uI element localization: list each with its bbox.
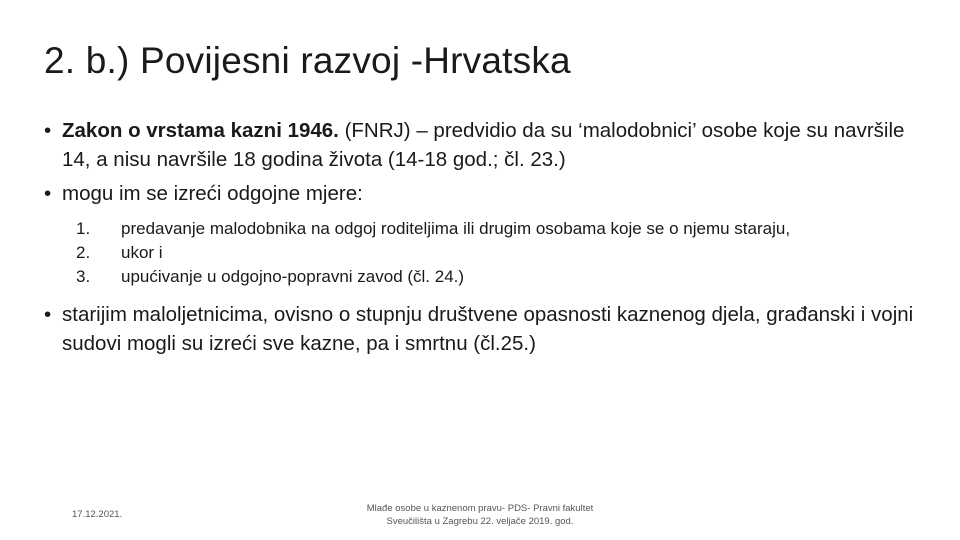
footer-line: Mlađe osobe u kaznenom pravu- PDS- Pravni fakultet bbox=[366, 503, 594, 514]
item-text: ukor i bbox=[121, 243, 163, 262]
bullet-item bbox=[44, 116, 924, 174]
item-text: predavanje malodobnika na odgoj roditeljima ili drugim osobama koje se o njemu staraju, bbox=[121, 219, 791, 238]
bullet-dot-icon: • bbox=[44, 119, 52, 142]
slide-title: 2. b.) Povijesni razvoj -Hrvatska bbox=[44, 40, 571, 81]
numbered-item bbox=[76, 217, 924, 240]
item-number: 3. bbox=[76, 267, 91, 286]
bullet-text: (FNRJ) – predvidio da su ‘malodobnici’ osobe koje su navršile 14, a nisu navršile 18 godina života (14-18 god.; čl. 23.) bbox=[62, 119, 905, 171]
footer-date: 17.12.2021. bbox=[72, 509, 123, 520]
bullet-dot-icon: • bbox=[44, 303, 52, 326]
item-number: 1. bbox=[76, 219, 91, 238]
item-number: 2. bbox=[76, 243, 91, 262]
bullet-dot-icon: • bbox=[44, 182, 52, 205]
bullet-bold-text: Zakon o vrstama kazni 1946. bbox=[62, 119, 339, 142]
numbered-list bbox=[76, 217, 924, 288]
numbered-item bbox=[76, 241, 924, 264]
footer-line: Sveučilišta u Zagrebu 22. veljače 2019. god. bbox=[386, 516, 574, 527]
footer-caption bbox=[330, 502, 630, 528]
bullet-text: starijim maloljetnicima, ovisno o stupnju društvene opasnosti kaznenog djela, građanski i vojni sudovi mogli su izreći sve kazne, pa i smrtnu (čl.25.) bbox=[62, 303, 914, 355]
numbered-item bbox=[76, 265, 924, 288]
slide-content bbox=[44, 116, 924, 363]
bullet-item bbox=[44, 179, 924, 208]
bullet-item bbox=[44, 300, 924, 358]
bullet-text: mogu im se izreći odgojne mjere: bbox=[62, 182, 363, 205]
item-text: upućivanje u odgojno-popravni zavod (čl. 24.) bbox=[121, 267, 465, 286]
